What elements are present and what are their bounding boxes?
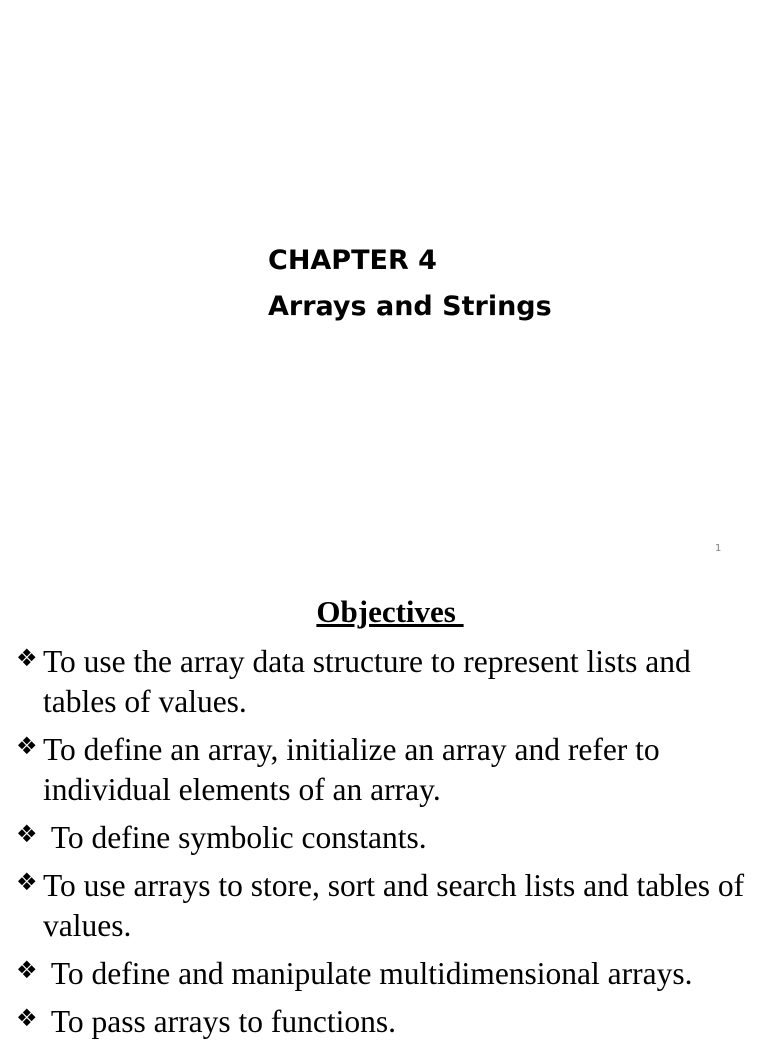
diamond-bullet-icon: ❖ (16, 732, 38, 760)
objective-text: To use arrays to store, sort and search lists and tables of values. (43, 868, 752, 943)
list-item (16, 866, 761, 946)
diamond-bullet-icon: ❖ (16, 1004, 38, 1032)
list-item (16, 642, 761, 722)
diamond-bullet-icon: ❖ (16, 820, 38, 848)
title-block (268, 238, 552, 330)
objective-text: To define symbolic constants. (43, 820, 427, 855)
chapter-title: Arrays and Strings (268, 291, 552, 322)
objectives-heading: Objectives (316, 594, 464, 629)
objective-text: To define an array, initialize an array and refer to individual elements of an array. (43, 732, 668, 807)
objective-text: To use the array data structure to represent lists and tables of values. (43, 644, 699, 719)
diamond-bullet-icon: ❖ (16, 644, 38, 672)
page-number: 1 (715, 543, 722, 554)
diamond-bullet-icon: ❖ (16, 956, 38, 984)
objectives-list (16, 642, 761, 1050)
chapter-label: CHAPTER 4 (268, 245, 437, 276)
objective-text: To pass arrays to functions. (43, 1004, 396, 1039)
list-item (16, 730, 761, 810)
objective-text: To define and manipulate multidimensional arrays. (43, 956, 693, 991)
objectives-slide (0, 576, 768, 1039)
list-item (16, 1002, 761, 1042)
list-item (16, 818, 761, 858)
list-item (16, 954, 761, 994)
diamond-bullet-icon: ❖ (16, 868, 38, 896)
